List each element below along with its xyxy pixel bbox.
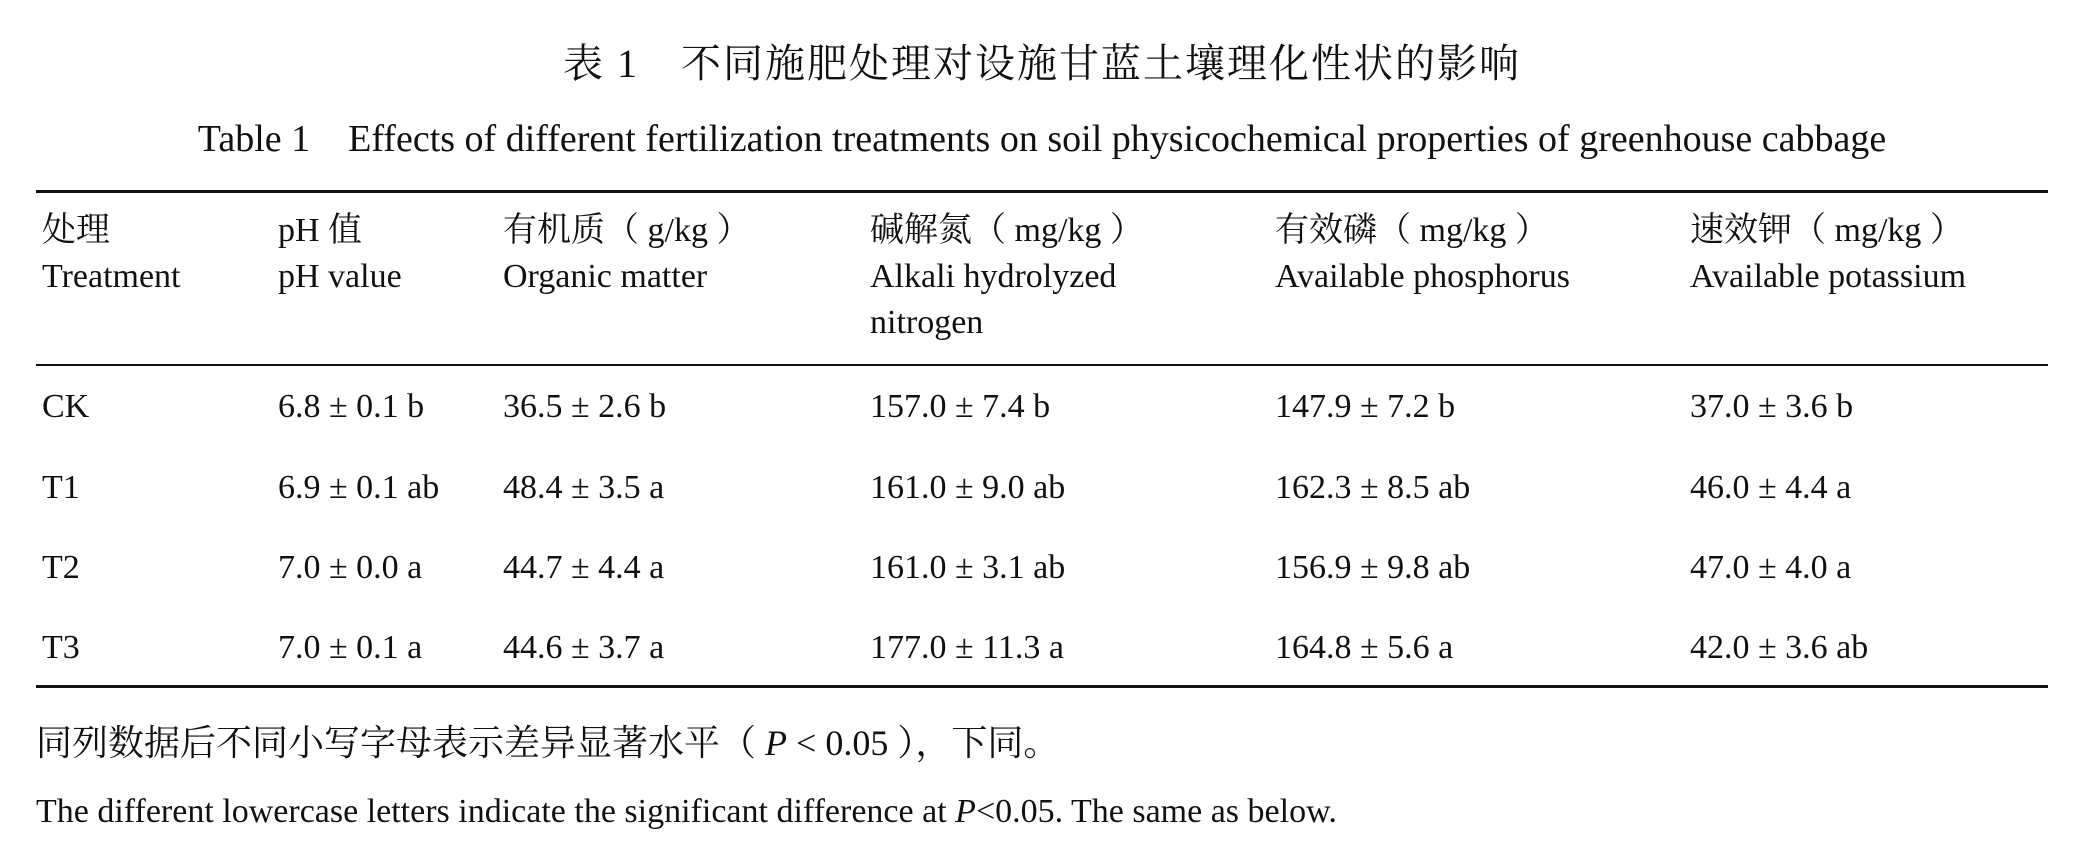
cell-organic-matter: 36.5 ± 2.6 b bbox=[503, 388, 667, 425]
table-title-chinese: 表 1 不同施肥处理对设施甘蓝土壤理化性状的影响 bbox=[563, 41, 1521, 86]
header-en: Available phosphorus bbox=[1275, 258, 1570, 295]
header-en: pH value bbox=[278, 258, 402, 295]
cell-available-phosphorus: 164.8 ± 5.6 a bbox=[1275, 629, 1454, 666]
header-cn: 速效钾（ mg/kg ） bbox=[1690, 212, 1964, 249]
cell-alkali-nitrogen: 177.0 ± 11.3 a bbox=[870, 629, 1064, 666]
header-en: Organic matter bbox=[503, 258, 708, 295]
header-en-line2: nitrogen bbox=[870, 304, 984, 341]
header-cn: 有机质（ g/kg ） bbox=[503, 212, 751, 249]
cell-ph: 7.0 ± 0.0 a bbox=[278, 549, 423, 586]
footnote-text: <0.05. The same as below. bbox=[975, 793, 1337, 830]
footnote-chinese bbox=[36, 718, 1059, 768]
cell-available-potassium: 47.0 ± 4.0 a bbox=[1690, 549, 1852, 586]
header-en: Available potassium bbox=[1690, 258, 1967, 295]
cell-ph: 6.8 ± 0.1 b bbox=[278, 388, 425, 425]
header-organic-matter bbox=[503, 208, 750, 300]
footnote-p-symbol: P bbox=[955, 793, 976, 830]
header-alkali-nitrogen bbox=[870, 208, 1144, 346]
header-available-potassium bbox=[1690, 208, 1966, 300]
table-header-rule bbox=[36, 364, 2048, 366]
cell-available-potassium: 37.0 ± 3.6 b bbox=[1690, 388, 1854, 425]
cell-treatment: T2 bbox=[42, 549, 80, 586]
header-cn: pH 值 bbox=[278, 212, 363, 249]
table-top-rule bbox=[36, 190, 2048, 193]
table-bottom-rule bbox=[36, 685, 2048, 688]
cell-alkali-nitrogen: 157.0 ± 7.4 b bbox=[870, 388, 1051, 425]
cell-available-potassium: 42.0 ± 3.6 ab bbox=[1690, 629, 1869, 666]
cell-available-phosphorus: 147.9 ± 7.2 b bbox=[1275, 388, 1456, 425]
cell-treatment: T1 bbox=[42, 469, 80, 506]
cell-alkali-nitrogen: 161.0 ± 9.0 ab bbox=[870, 469, 1066, 506]
cell-ph: 7.0 ± 0.1 a bbox=[278, 629, 423, 666]
cell-available-phosphorus: 156.9 ± 9.8 ab bbox=[1275, 549, 1471, 586]
header-treatment bbox=[42, 208, 181, 300]
cell-available-potassium: 46.0 ± 4.4 a bbox=[1690, 469, 1852, 506]
footnote-p-symbol: P bbox=[765, 723, 788, 763]
table-title-english: Table 1 Effects of different fertilization treatments on soil physicochemical properties of greenhouse cabbage bbox=[197, 118, 1887, 160]
header-available-phosphorus bbox=[1275, 208, 1570, 300]
footnote-text: < 0.05 ），下同。 bbox=[787, 723, 1060, 763]
cell-available-phosphorus: 162.3 ± 8.5 ab bbox=[1275, 469, 1471, 506]
cell-organic-matter: 48.4 ± 3.5 a bbox=[503, 469, 665, 506]
footnote-text: 同列数据后不同小写字母表示差异显著水平（ bbox=[36, 723, 766, 763]
header-cn: 碱解氮（ mg/kg ） bbox=[870, 212, 1144, 249]
cell-organic-matter: 44.7 ± 4.4 a bbox=[503, 549, 665, 586]
footnote-text: The different lowercase letters indicate the significant difference at bbox=[36, 793, 956, 830]
cell-treatment: CK bbox=[42, 388, 90, 425]
footnote-english bbox=[36, 788, 1337, 836]
header-en: Treatment bbox=[42, 258, 181, 295]
cell-treatment: T3 bbox=[42, 629, 80, 666]
header-en: Alkali hydrolyzed bbox=[870, 258, 1117, 295]
cell-alkali-nitrogen: 161.0 ± 3.1 ab bbox=[870, 549, 1066, 586]
cell-ph: 6.9 ± 0.1 ab bbox=[278, 469, 440, 506]
header-ph bbox=[278, 208, 402, 300]
header-cn: 有效磷（ mg/kg ） bbox=[1275, 212, 1549, 249]
cell-organic-matter: 44.6 ± 3.7 a bbox=[503, 629, 665, 666]
header-cn: 处理 bbox=[42, 212, 110, 249]
